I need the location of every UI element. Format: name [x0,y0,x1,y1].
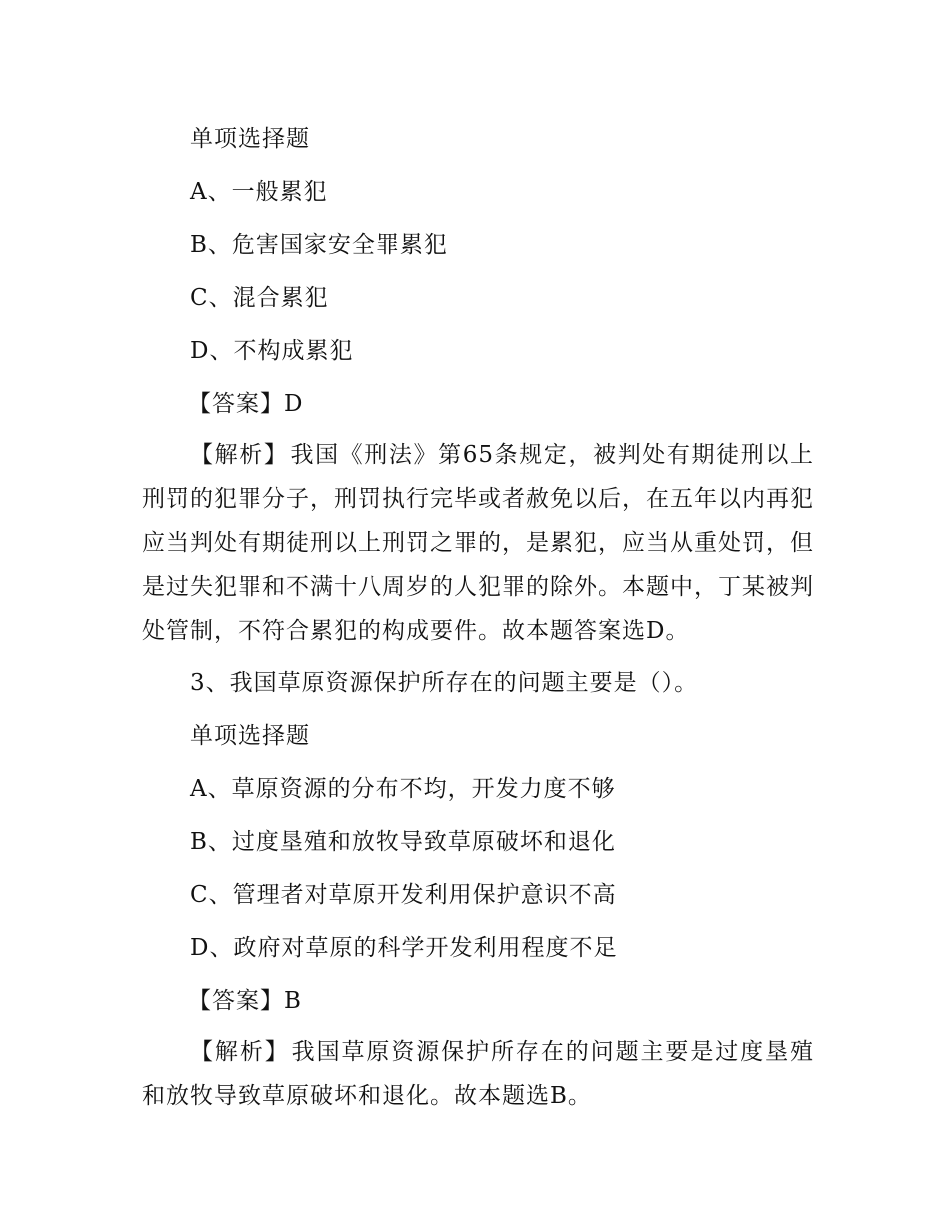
answer-tag: 【答案】 [188,391,284,417]
answer-line-2 [188,986,302,1016]
analysis-text: 我国《刑法》第65条规定，被判处有期徒刑以上刑罚的犯罪分子，刑罚执行完毕或者赦免以后，在五年以内再犯应当判处有期徒刑以上刑罚之罪的，是累犯，应当从重处罚，但是过失犯罪和不满十八周岁的人犯罪的除外。本题中，丁某被判处管制，不符合累犯的构成要件。故本题答案选D。 [142,442,814,644]
analysis-paragraph [142,433,814,653]
question-type-label: 单项选择题 [190,126,310,152]
analysis-paragraph-2 [142,1030,814,1118]
option-c: C、混合累犯 [190,285,329,311]
option-b: B、危害国家安全罪累犯 [190,232,448,258]
analysis-tag-2: 【解析】 [190,1039,290,1065]
option-d: D、不构成累犯 [190,338,354,364]
option-b-2: B、过度垦殖和放牧导致草原破坏和退化 [190,829,616,855]
answer-value-2: B [284,988,302,1014]
question-type-label-2: 单项选择题 [190,723,310,749]
option-a: A、一般累犯 [190,179,328,205]
answer-value: D [284,391,304,417]
question-3: 3、我国草原资源保护所存在的问题主要是（）。 [190,670,699,696]
option-d-2: D、政府对草原的科学开发利用程度不足 [190,935,618,961]
analysis-tag: 【解析】 [190,442,289,468]
option-c-2: C、管理者对草原开发利用保护意识不高 [190,882,617,908]
option-a-2: A、草原资源的分布不均，开发力度不够 [190,776,616,802]
analysis-text-2: 我国草原资源保护所存在的问题主要是过度垦殖和放牧导致草原破坏和退化。故本题选B。 [142,1039,815,1109]
answer-tag-2: 【答案】 [188,988,284,1014]
answer-line [188,389,303,419]
